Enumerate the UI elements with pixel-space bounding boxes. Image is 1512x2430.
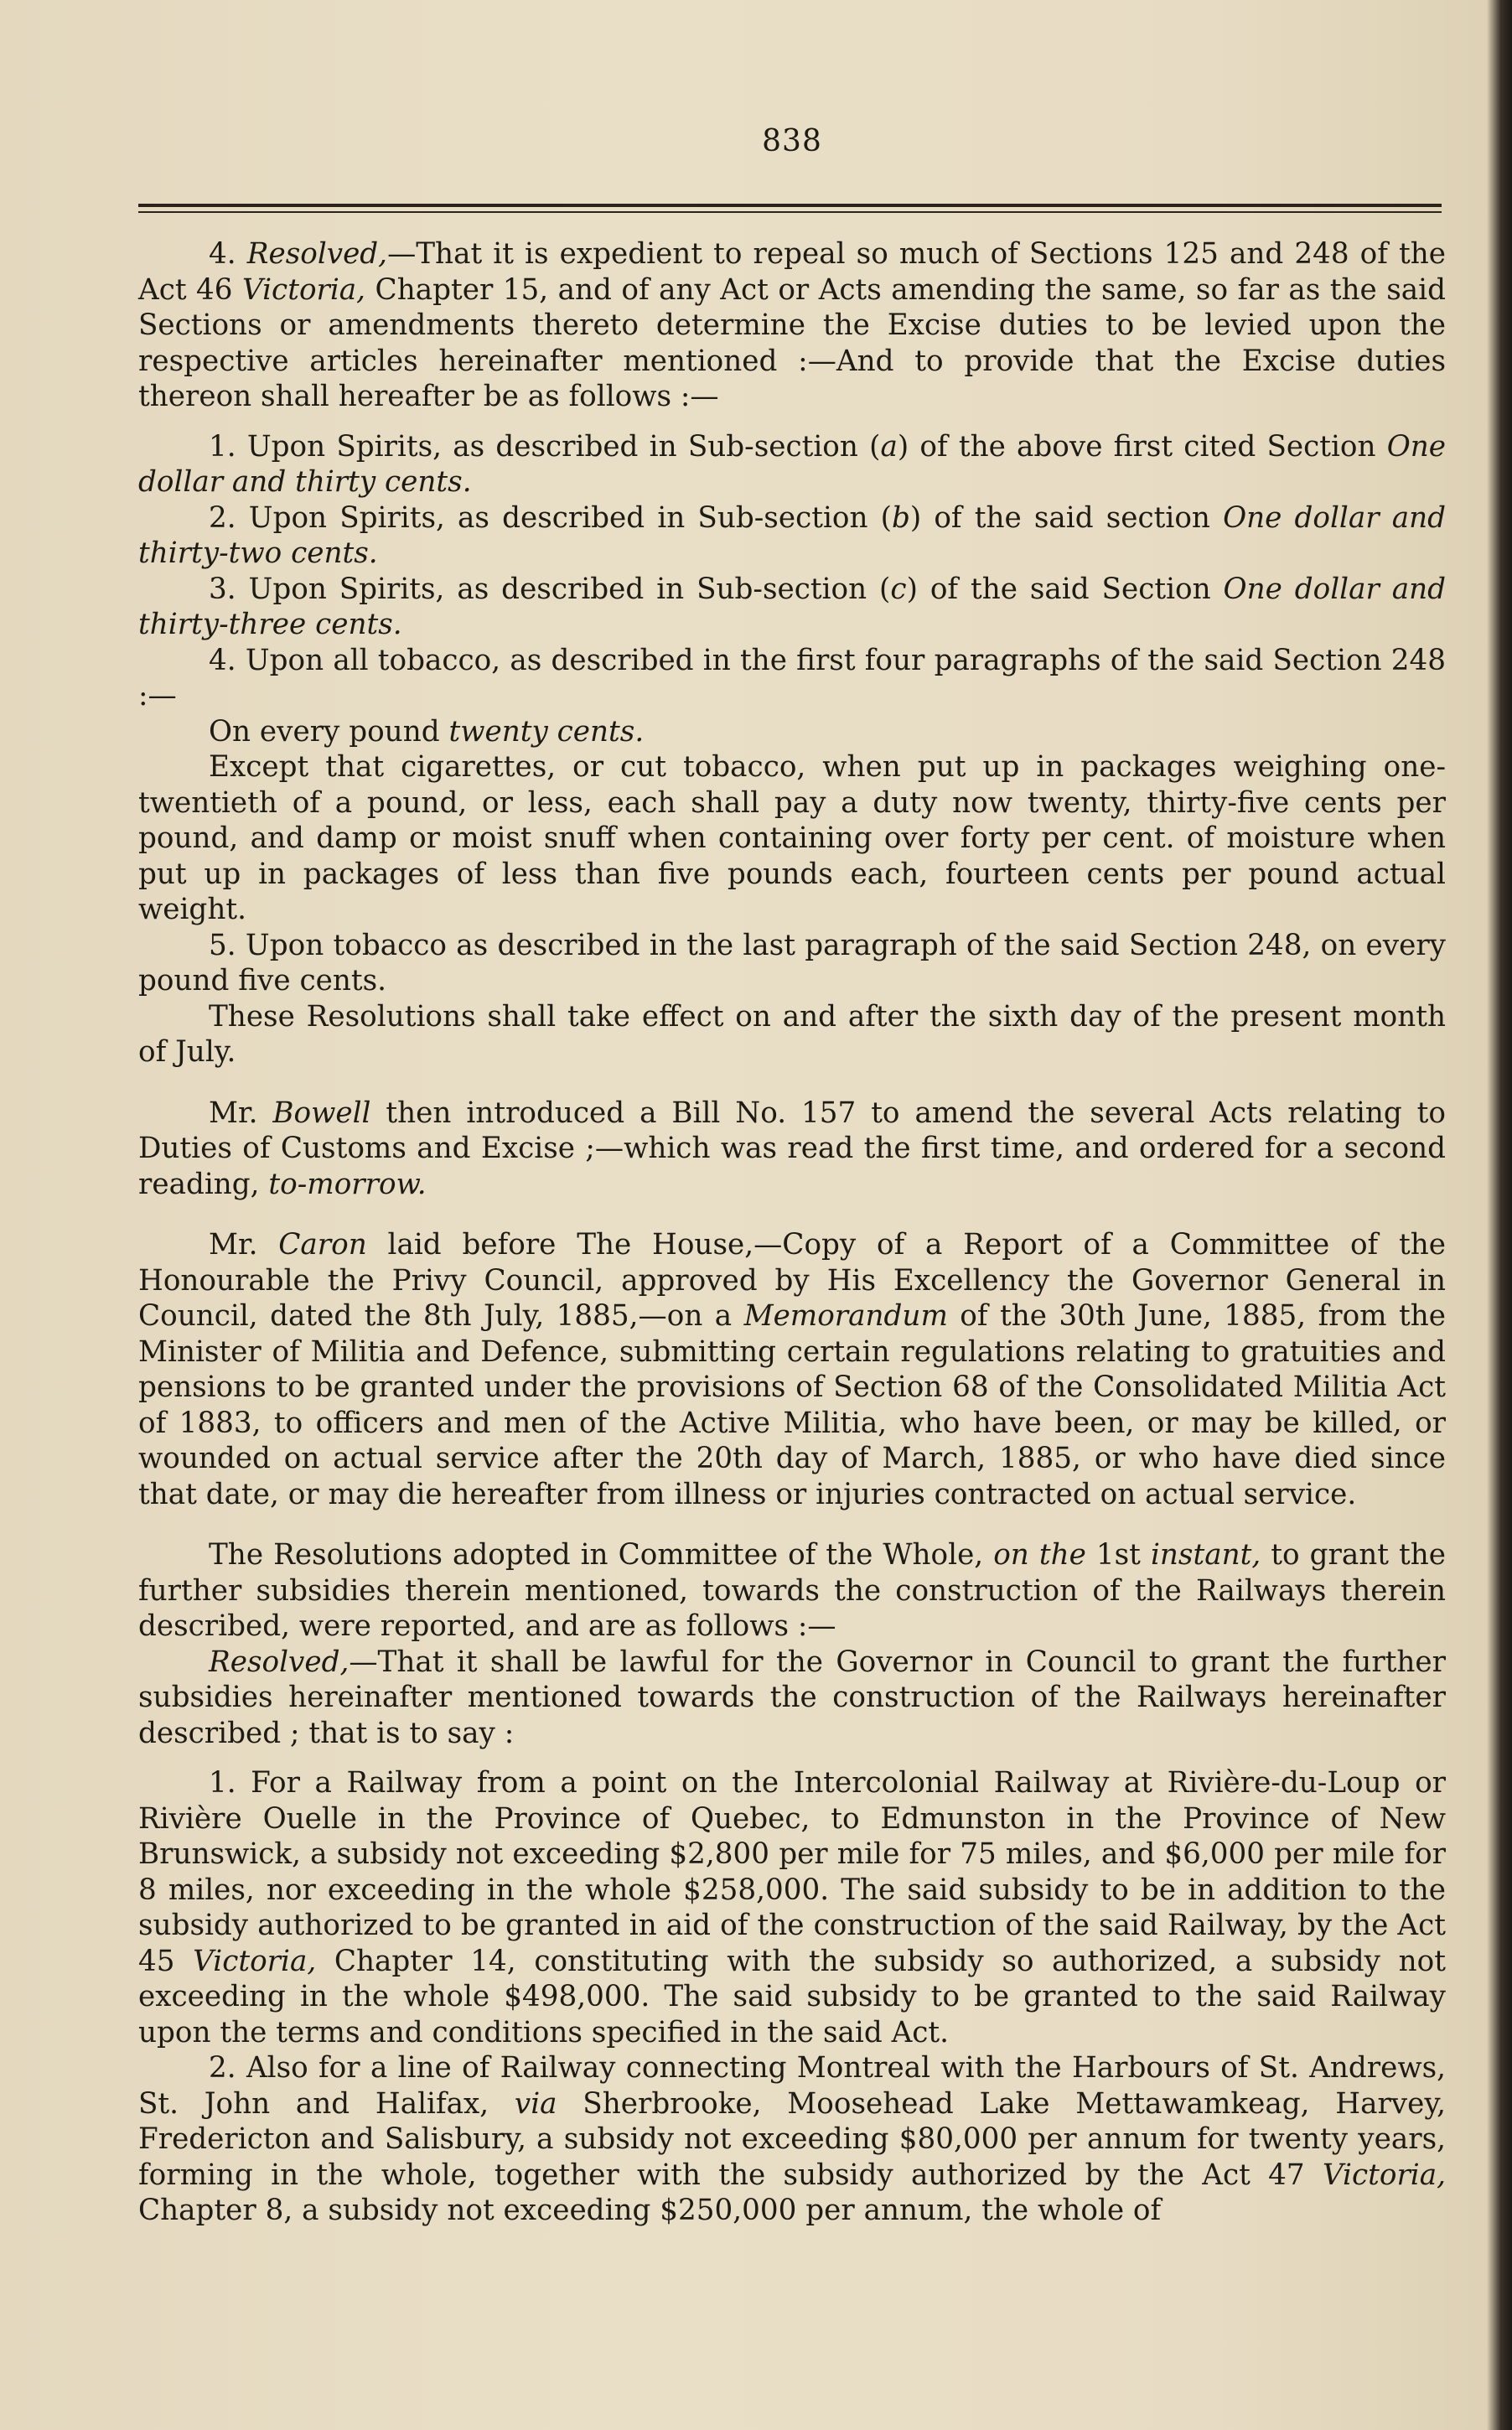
paragraph-item-4-rate: On every pound twenty cents. — [209, 714, 645, 749]
binding-shadow — [1487, 0, 1512, 2430]
page-number: 838 — [762, 124, 822, 158]
header-rule-thin — [138, 211, 1442, 213]
header-rule — [138, 204, 1442, 207]
paragraph-item-4: 4. Upon all tobacco, as described in the first four paragraphs of the said Section 248 :— — [138, 643, 1446, 712]
document-body — [138, 236, 1446, 2229]
paragraph-bowell-bill: Mr. Bowell then introduced a Bill No. 157 to amend the several Acts relating to Duties of Customs and Excise ;—which was read the first time, and ordered for a second reading, to-morrow. — [138, 1096, 1446, 1201]
paragraph-caron-report: Mr. Caron laid before The House,—Copy of a Report of a Committee of the Honourable the Privy Council, approved by His Excellency the Governor General in Council, dated the 8th July, 1885,—on a Memorandum of the 30th June, 1885, from the Minister of Militia and Defence, submitting certain regulations relating to gratuities and pensions to be granted under the provisions of Section 68 of the Consolidated Militia Act of 1883, to officers and men of the Active Militia, who have been, or may be killed, or wounded on actual service after the 20th day of March, 1885, or who have died since that date, or may die hereafter from illness or injuries contracted on actual service. — [138, 1228, 1446, 1511]
paragraph-item-4-exception: Except that cigarettes, or cut tobacco, when put up in packages weighing one-twentieth of a pound, or less, each shall pay a duty now twenty, thirty-five cents per pound, and damp or moist snuff when containing over forty per cent. of moisture when put up in packages of less than five pounds each, fourteen cents per pound actual weight. — [138, 750, 1446, 926]
paragraph-resolved-subsidies: Resolved,—That it shall be lawful for the Governor in Council to grant the further subsidies hereinafter mentioned towards the construction of the Railways hereinafter described ; that is to say : — [138, 1645, 1446, 1750]
paragraph-item-1: 1. Upon Spirits, as described in Sub-section (a) of the above first cited Section One dollar and thirty cents. — [138, 429, 1447, 499]
paragraph-item-5: 5. Upon tobacco as described in the last paragraph of the said Section 248, on every pound five cents. — [138, 928, 1446, 997]
paragraph-item-3: 3. Upon Spirits, as described in Sub-section (c) of the said Section One dollar and thirty-three cents. — [138, 572, 1447, 641]
paragraph-effective-date: These Resolutions shall take effect on and after the sixth day of the present month of July. — [138, 999, 1446, 1069]
paragraph-item-2: 2. Upon Spirits, as described in Sub-section (b) of the said section One dollar and thirty-two cents. — [138, 500, 1447, 570]
paragraph-railway-resolutions: The Resolutions adopted in Committee of the Whole, on the 1st instant, to grant the further subsidies therein mentioned, towards the construction of the Railways therein described, were reported, and are as follows :— — [138, 1538, 1446, 1643]
paragraph-railway-2: 2. Also for a line of Railway connecting Montreal with the Harbours of St. Andrews, St. John and Halifax, via Sherbrooke, Moosehead Lake Mettawamkeag, Harvey, Fredericton and Salisbury, a subsidy not exceeding $80,000 per annum for twenty years, forming in the whole, together with the subsidy authorized by the Act 47 Victoria, Chapter 8, a subsidy not exceeding $250,000 per annum, the whole of — [138, 2051, 1446, 2227]
paragraph-resolution-4: 4. Resolved,—That it is expedient to repeal so much of Sections 125 and 248 of the Act 46 Victoria, Chapter 15, and of any Act or Acts amending the same, so far as the said Sections or amendments thereto determine the Excise duties to be levied upon the respective articles hereinafter mentioned :—And to provide that the Excise duties thereon shall hereafter be as follows :— — [138, 237, 1446, 413]
paragraph-railway-1: 1. For a Railway from a point on the Intercolonial Railway at Rivière-du-Loup or Rivière Ouelle in the Province of Quebec, to Edmunston in the Province of New Brunswick, a subsidy not exceeding $2,800 per mile for 75 miles, and $6,000 per mile for 8 miles, nor exceeding in the whole $258,000. The said subsidy to be in addition to the subsidy authorized to be granted in aid of the construction of the said Railway, by the Act 45 Victoria, Chapter 14, constituting with the subsidy so authorized, a subsidy not exceeding in the whole $498,000. The said subsidy to be granted to the said Railway upon the terms and conditions specified in the said Act. — [138, 1766, 1446, 2049]
